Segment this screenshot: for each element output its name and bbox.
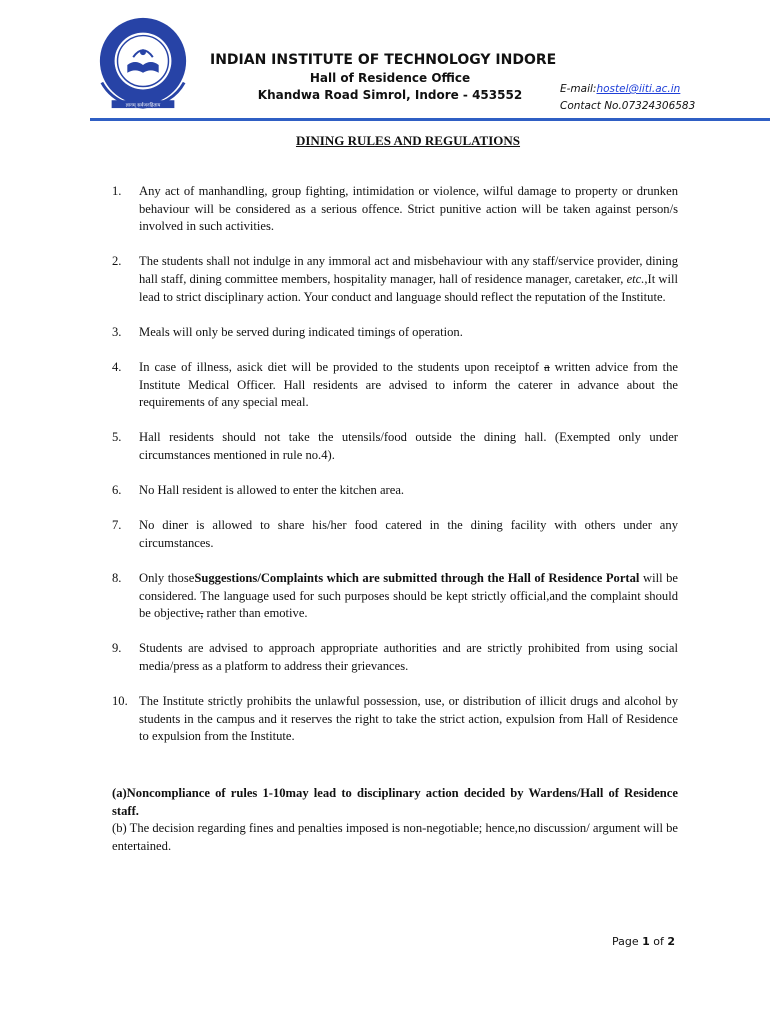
- rule-item: [112, 482, 678, 500]
- rule-number: 2.: [112, 254, 122, 269]
- rule-text-emphasis: etc.: [626, 271, 645, 286]
- rule-text: Students are advised to approach appropriate authorities and are strictly prohibited from using social media/press as a platform to address their grievances.: [139, 641, 678, 674]
- rule-number: 4.: [112, 359, 122, 374]
- office-address: Khandwa Road Simrol, Indore - 453552: [257, 88, 523, 102]
- rule-item: [112, 517, 678, 552]
- page-footer: [612, 935, 675, 948]
- rule-number: 9.: [112, 641, 122, 656]
- rule-number: 7.: [112, 518, 122, 533]
- rule-text-part: The students shall not indulge in any immoral act and misbehaviour with any staff/service provider, dining hall staff, dining committee members, hospitality manager, hall of residence manager, caretaker,: [139, 254, 678, 286]
- rule-text-strike: a: [544, 359, 550, 374]
- rule-text: [139, 359, 678, 412]
- rule-text-part: written advice from the Institute Medical Officer. Hall residents are advised to inform the caterer in advance about the requirements of any special meal.: [139, 359, 679, 410]
- rule-item: [112, 183, 678, 236]
- rule-text: Meals will only be served during indicated timings of operation.: [139, 324, 463, 339]
- page-total: 2: [667, 935, 676, 948]
- rule-item: [112, 253, 678, 306]
- page-label: Page: [612, 935, 639, 948]
- iit-indore-logo: [94, 14, 192, 112]
- rule-item: [112, 324, 678, 342]
- rule-item: [112, 570, 678, 623]
- note-a: (a)Noncompliance of rules 1-10may lead to disciplinary action decided by Wardens/Hall of Residence staff.: [112, 786, 678, 818]
- rule-text: [139, 253, 678, 306]
- office-name: Hall of Residence Office: [309, 71, 471, 85]
- document-title: DINING RULES AND REGULATIONS: [295, 133, 521, 148]
- rule-number: 3.: [112, 324, 122, 339]
- contact-block: [560, 81, 760, 115]
- rule-text: The Institute strictly prohibits the unlawful possession, use, or distribution of illicit drugs and alcohol by students in the campus and it reserves the right to take the strict action, expulsion from Hall of Residence to expulsion from the Institute.: [139, 694, 678, 744]
- institute-name: INDIAN INSTITUTE OF TECHNOLOGY INDORE: [210, 52, 557, 68]
- rule-text-part: In case of illness, asick diet will be provided to the students upon receiptof: [139, 359, 545, 374]
- rule-number: 1.: [112, 184, 122, 198]
- rule-text-part: will be considered. The language used for such purposes should be kept strictly official,and the complaint should be objective: [139, 571, 679, 621]
- logo-caption: ज्ञानम् सर्वजनहिताय: [125, 102, 161, 109]
- rule-number: 6.: [112, 483, 122, 498]
- notes-block: [112, 785, 678, 855]
- email-label: E-mail:: [560, 83, 597, 95]
- rule-text: Hall residents should not take the utensils/food outside the dining hall. (Exempted only under circumstances mentioned in rule no.4).: [139, 430, 678, 462]
- rule-text: [139, 570, 678, 623]
- contact-number: Contact No.07324306583: [560, 100, 696, 112]
- rules-list: [112, 183, 678, 764]
- rule-text: No diner is allowed to share his/her food catered in the dining facility with others under any circumstances.: [139, 518, 678, 550]
- rule-number: 5.: [112, 430, 122, 445]
- of-label: of: [653, 935, 664, 948]
- rule-item: [112, 693, 678, 746]
- rule-text: No Hall resident is allowed to enter the kitchen area.: [139, 483, 405, 498]
- rule-text-bold: Suggestions/Complaints which are submitted through the Hall of Residence Portal: [194, 571, 640, 586]
- rule-item: [112, 359, 678, 412]
- rule-number: 8.: [112, 571, 122, 586]
- note-b: (b) The decision regarding fines and penalties imposed is non-negotiable; hence,no discussion/ argument will be entertained.: [112, 821, 678, 853]
- rule-number: 10.: [112, 694, 128, 709]
- rule-item: [112, 640, 678, 675]
- rule-text: Any act of manhandling, group fighting, intimidation or violence, wilful damage to property or drunken behaviour will be considered as a serious offence. Strict punitive action will be taken against person/s involved in such activities.: [139, 184, 678, 234]
- rule-text-part: ,It will lead to strict disciplinary action. Your conduct and language should reflect the reputation of the Institute.: [139, 271, 678, 304]
- header-divider: [90, 118, 770, 121]
- rule-text-part: Only those: [139, 571, 195, 586]
- page-number: 1: [642, 935, 650, 948]
- email-link[interactable]: hostel@iiti.ac.in: [596, 83, 681, 95]
- rule-text-part: rather than emotive.: [203, 606, 308, 621]
- rule-text-strike: ,: [200, 606, 204, 621]
- email-line: [560, 81, 760, 98]
- rule-item: [112, 429, 678, 464]
